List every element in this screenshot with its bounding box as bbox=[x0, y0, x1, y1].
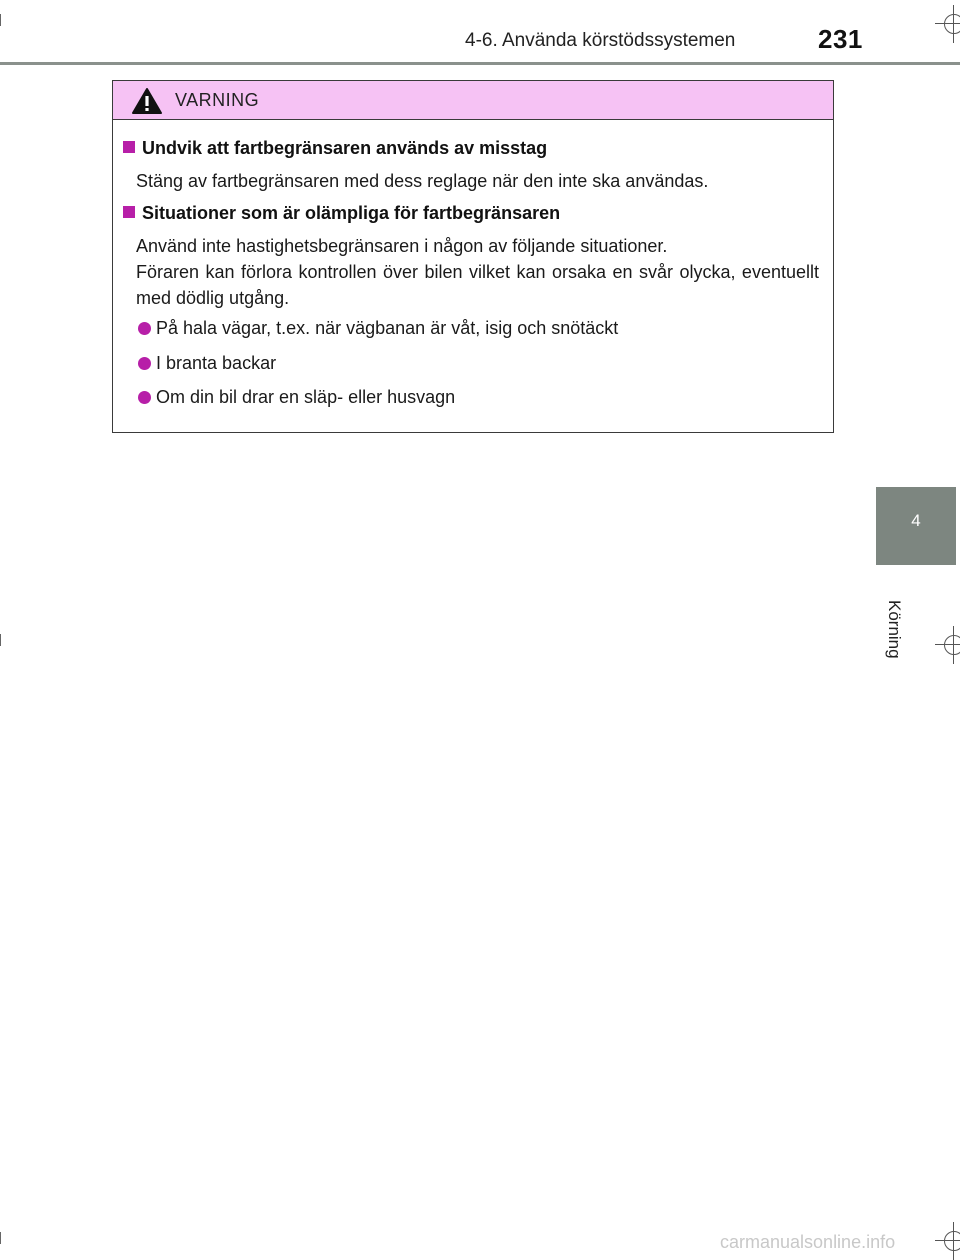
list-item bbox=[138, 387, 455, 408]
chapter-number: 4 bbox=[911, 511, 921, 530]
square-bullet-icon bbox=[123, 141, 135, 153]
registration-mark-mid-right bbox=[941, 632, 960, 658]
list-item-text: Om din bil drar en släp- eller husvagn bbox=[156, 387, 456, 407]
section-title: 4-6. Använda körstödssystemen bbox=[465, 30, 736, 51]
section-paragraph: Föraren kan förlora kontrollen över bilen vilket kan orsaka en svår olycka, eventuellt med dödlig utgång. bbox=[136, 262, 819, 308]
square-bullet-icon bbox=[123, 206, 135, 218]
warning-header bbox=[113, 81, 833, 120]
chapter-tab bbox=[876, 487, 956, 565]
round-bullet-icon bbox=[138, 322, 151, 335]
section-paragraph: Stäng av fartbegränsaren med dess reglage när den inte ska användas. bbox=[136, 171, 709, 191]
round-bullet-icon bbox=[138, 391, 151, 404]
crop-mark-top-left bbox=[0, 14, 1, 26]
crop-mark-bottom-left bbox=[0, 1232, 1, 1244]
registration-mark-top-right bbox=[941, 11, 960, 37]
page-number: 231 bbox=[818, 24, 863, 54]
registration-mark-bottom-right bbox=[941, 1228, 960, 1254]
warning-box bbox=[112, 80, 834, 433]
crop-mark-mid-left bbox=[0, 634, 1, 646]
warning-title: VARNING bbox=[175, 90, 260, 110]
round-bullet-icon bbox=[138, 357, 151, 370]
list-item-text: På hala vägar, t.ex. när vägbanan är våt, isig och snötäckt bbox=[156, 318, 619, 338]
list-item bbox=[138, 353, 276, 374]
section-heading bbox=[123, 138, 547, 159]
header-rule bbox=[0, 62, 960, 65]
section-heading bbox=[123, 203, 560, 224]
section-heading-text: Undvik att fartbegränsaren används av misstag bbox=[142, 138, 548, 158]
section-heading-text: Situationer som är olämpliga för fartbegränsaren bbox=[142, 203, 561, 223]
footer-watermark: carmanualsonline.info bbox=[720, 1232, 896, 1252]
list-item bbox=[138, 318, 618, 339]
warning-triangle-icon bbox=[131, 87, 163, 115]
section-paragraph: Använd inte hastighetsbegränsaren i någon av följande situationer. bbox=[136, 236, 668, 256]
list-item-text: I branta backar bbox=[156, 353, 277, 373]
chapter-label: Körning bbox=[885, 600, 904, 659]
